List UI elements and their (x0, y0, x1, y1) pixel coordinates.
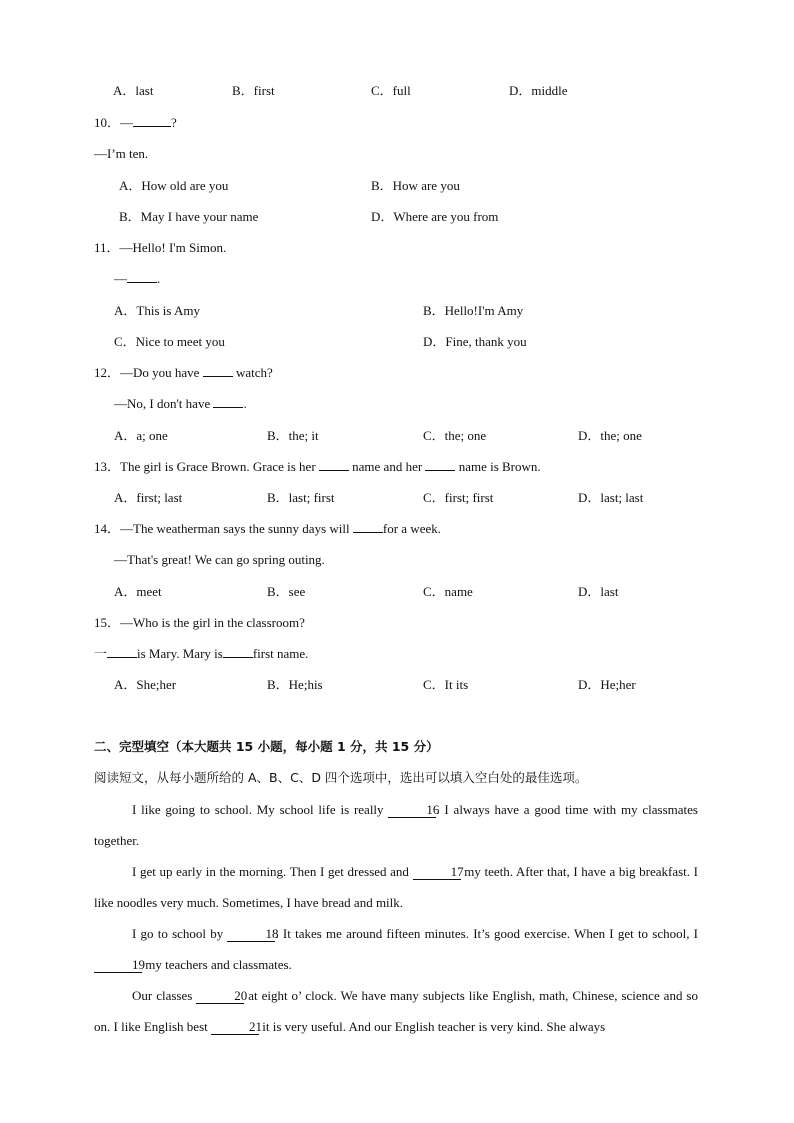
q13-option-d: D．last; last (578, 490, 644, 505)
q14-option-b: B．see (267, 584, 306, 599)
blank-20: 20 (196, 989, 244, 1004)
q13-option-b: B．last; first (267, 490, 335, 505)
q11-option-d: D．Fine, thank you (423, 334, 527, 349)
q13-option-c: C．first; first (423, 490, 494, 505)
q11-blank (127, 282, 157, 283)
q11-option-a: A．This is Amy (114, 303, 200, 318)
passage-paragraph-1: I like going to school. My school life is really 16. I always have a good time with my classmates together. (94, 802, 698, 848)
blank-21: 21 (211, 1020, 259, 1035)
q14-stem: 14．—The weatherman says the sunny days will for a week. (94, 521, 441, 536)
q10-option-c: B．May I have your name (119, 209, 259, 224)
q14-option-c: C．name (423, 584, 473, 599)
q12-stem: 12．—Do you have watch? (94, 365, 273, 380)
q11-option-c: C．Nice to meet you (114, 334, 225, 349)
q11-option-b: B．Hello!I'm Amy (423, 303, 524, 318)
q15-stem: 15．—Who is the girl in the classroom? (94, 615, 305, 630)
q12-blank-1 (203, 376, 233, 377)
q15-option-a: A．She;her (114, 677, 177, 692)
q10-option-a: A．How old are you (119, 178, 229, 193)
q12-reply: —No, I don't have . (114, 396, 247, 411)
q15-option-c: C．It its (423, 677, 469, 692)
cloze-passage (94, 794, 698, 1042)
q15-reply: 一 is Mary. Mary is first name. (94, 646, 309, 661)
q11-reply: — . (114, 271, 161, 286)
blank-16: 16 (388, 803, 436, 818)
q9-option-a: A．last (113, 83, 154, 98)
section-2-title: 二、完型填空（本大题共 15 小题，每小题 1 分，共 15 分） (94, 739, 439, 754)
q13-blank-2 (425, 470, 455, 471)
q15-blank-2 (223, 657, 253, 658)
passage-paragraph-4: Our classes 20 at eight o’ clock. We have many subjects like English, math, Chinese, science and so on. I like English best 21 it is very useful. And our English teacher is very kind. She always (94, 988, 698, 1034)
passage-paragraph-3: I go to school by 18. It takes me around fifteen minutes. It’s good exercise. When I get to school, I 19 my teachers and classmates. (94, 918, 698, 980)
blank-18: 18 (227, 927, 275, 942)
q14-reply: —That's great! We can go spring outing. (114, 552, 325, 567)
q15-option-b: B．He;his (267, 677, 323, 692)
q14-option-a: A．meet (114, 584, 162, 599)
q12-option-d: D．the; one (578, 428, 642, 443)
q10-stem: 10．— ? (94, 115, 177, 130)
q14-blank (353, 532, 383, 533)
q10-blank (133, 126, 171, 127)
q9-option-b: B．first (232, 83, 275, 98)
q13-blank-1 (319, 470, 349, 471)
q12-option-b: B．the; it (267, 428, 319, 443)
q9-option-d: D．middle (509, 83, 568, 98)
q14-option-d: D．last (578, 584, 619, 599)
q12-option-a: A．a; one (114, 428, 168, 443)
q12-blank-2 (213, 407, 243, 408)
passage-paragraph-2: I get up early in the morning. Then I get dressed and 17 my teeth. After that, I have a big breakfast. I like noodles very much. Sometimes, I have bread and milk. (94, 864, 698, 910)
q12-option-c: C．the; one (423, 428, 487, 443)
q13-stem: 13．The girl is Grace Brown. Grace is her name and her name is Brown. (94, 459, 541, 474)
q10-reply: —I’m ten. (94, 146, 149, 161)
blank-17: 17 (413, 865, 461, 880)
q11-stem: 11．—Hello! I'm Simon. (94, 240, 227, 255)
q10-option-d: D．Where are you from (371, 209, 499, 224)
section-2-instructions: 阅读短文，从每小题所给的 A、B、C、D 四个选项中，选出可以填入空白处的最佳选项。 (94, 770, 588, 785)
q10-option-b: B．How are you (371, 178, 460, 193)
q15-option-d: D．He;her (578, 677, 636, 692)
q9-option-c: C．full (371, 83, 411, 98)
blank-19: 19 (94, 958, 142, 973)
q15-blank-1 (107, 657, 137, 658)
q13-option-a: A．first; last (114, 490, 183, 505)
